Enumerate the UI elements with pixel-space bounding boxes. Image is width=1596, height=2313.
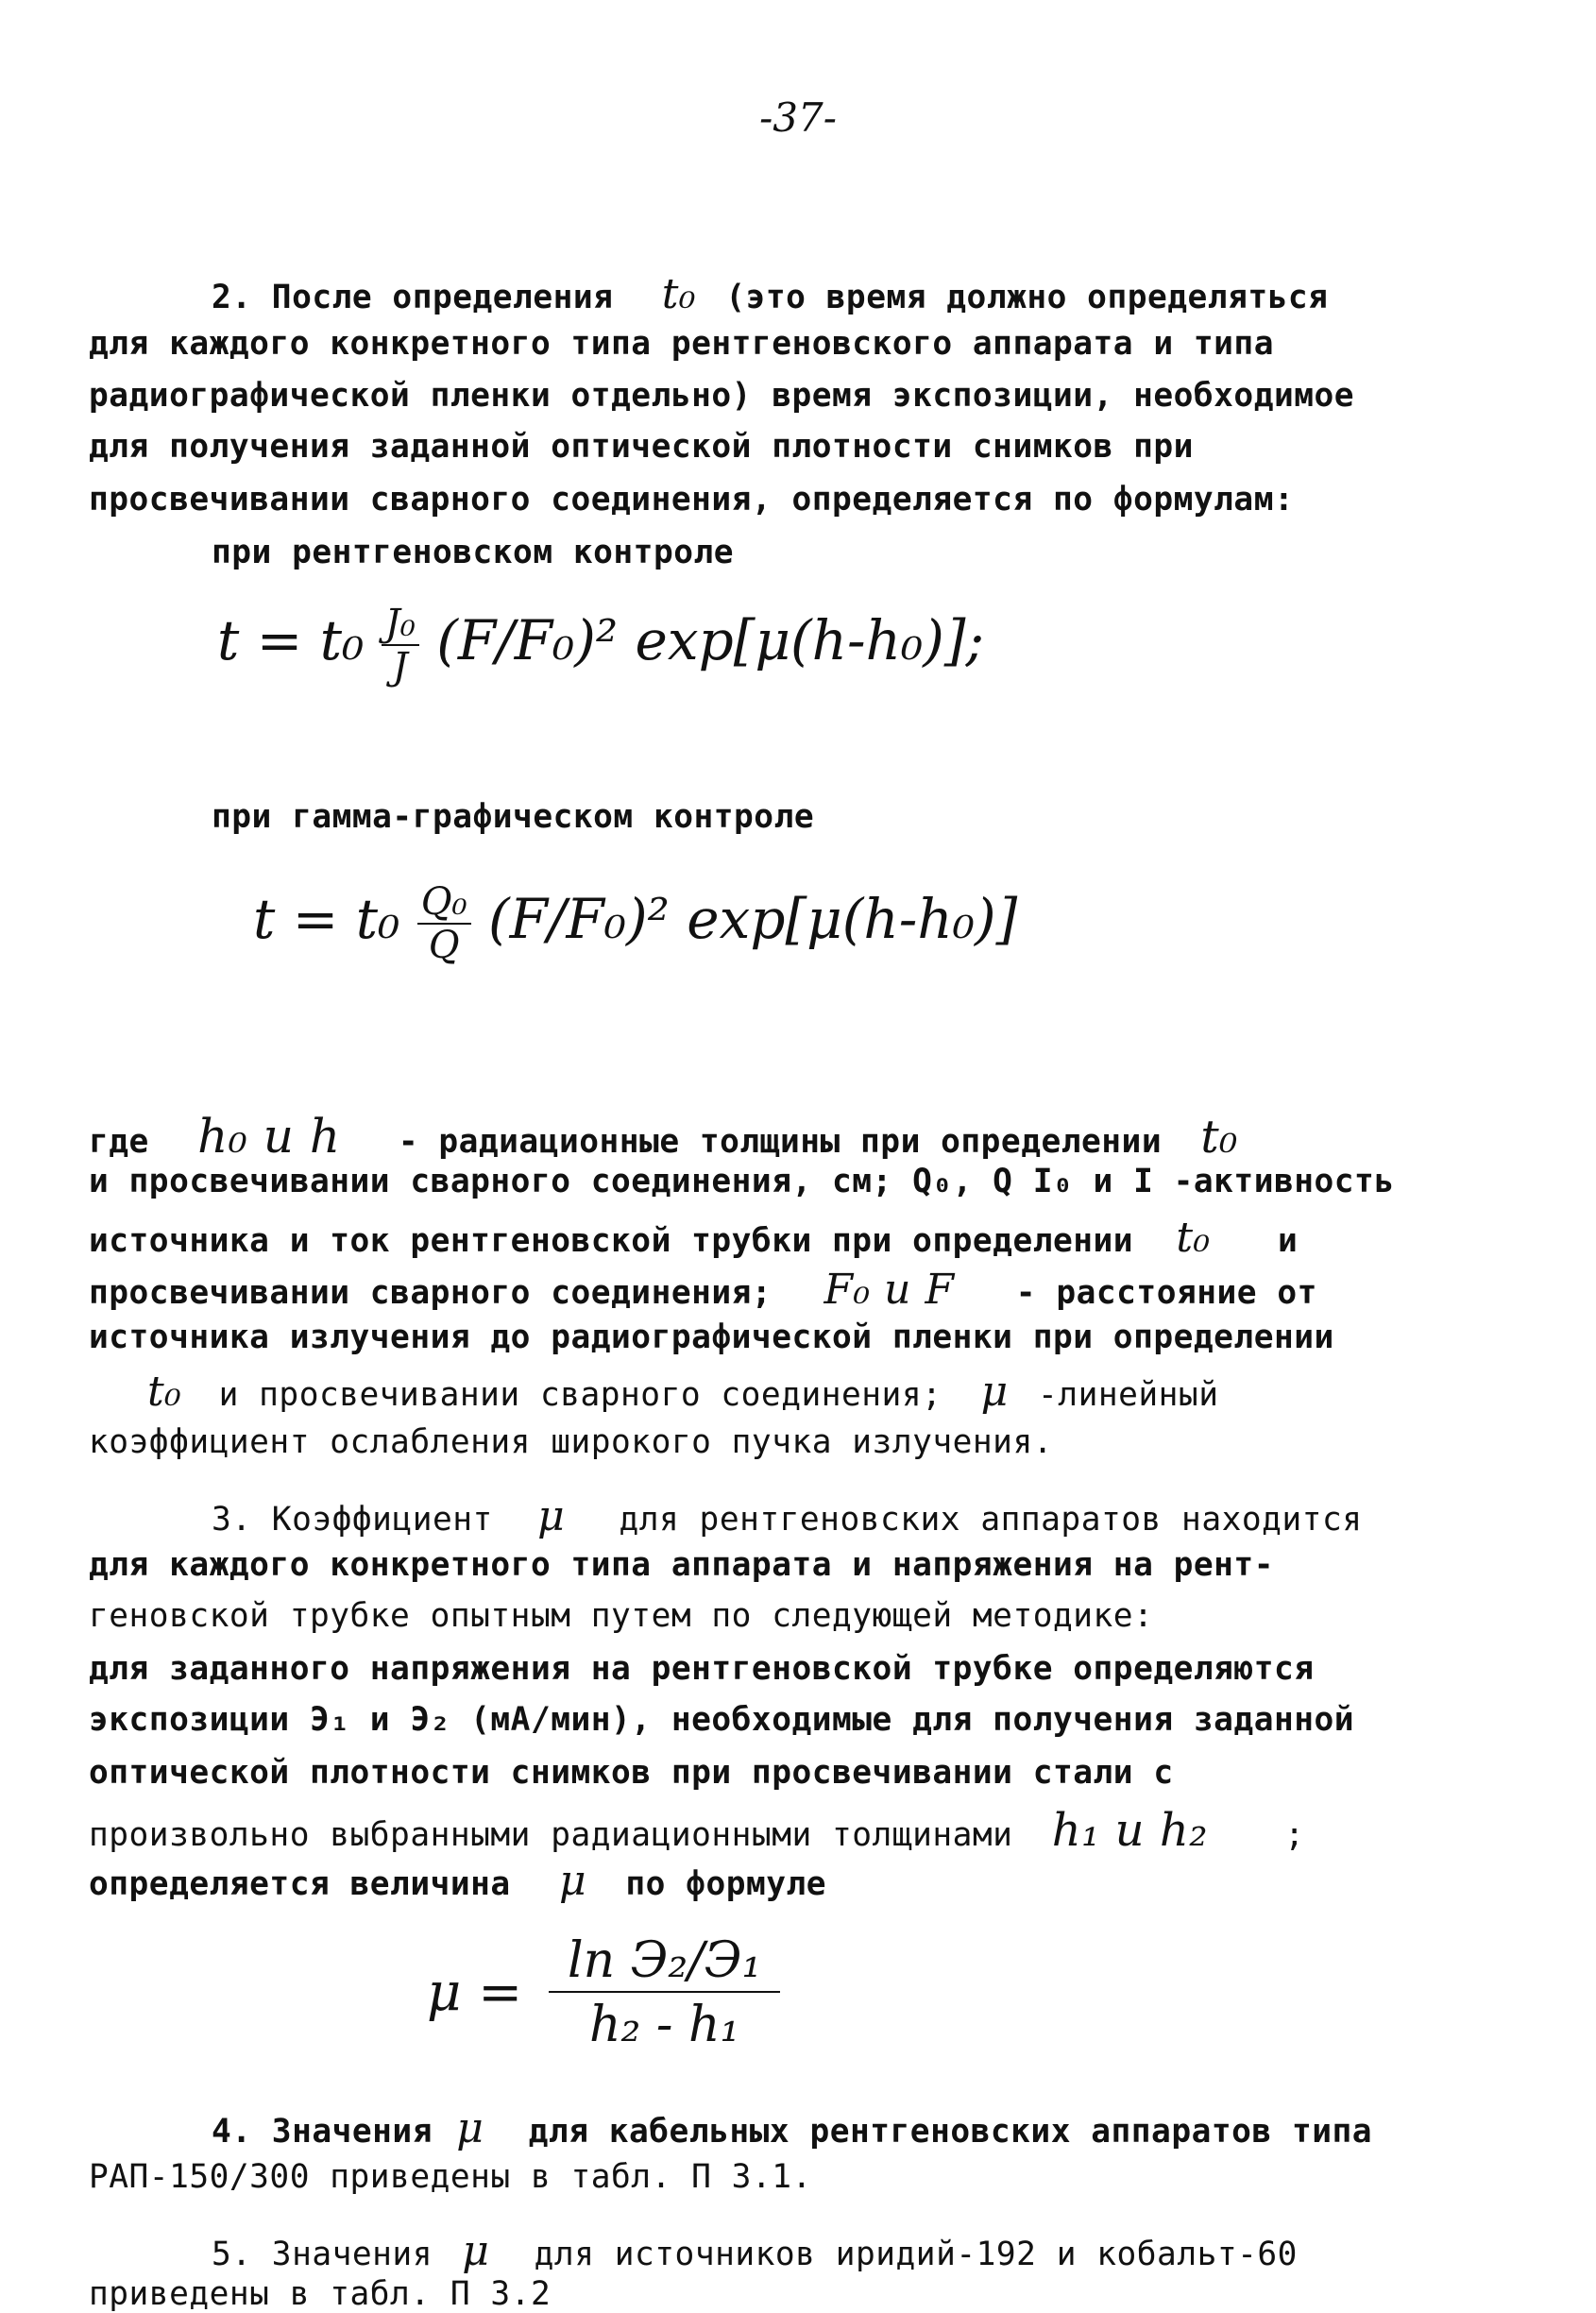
mu-symbol: μ — [456, 2104, 484, 2152]
fraction-denominator: J — [392, 645, 408, 689]
formula-fraction — [549, 1932, 780, 2053]
fraction-denominator: Q — [428, 924, 460, 967]
p4-line-1 — [212, 2104, 1373, 2152]
t0-symbol: t₀ — [1176, 1214, 1211, 1262]
p3-line-1 — [212, 1492, 1363, 1540]
mu-symbol: μ — [980, 1368, 1009, 1416]
t0-symbol: t₀ — [661, 270, 697, 318]
formula-xray — [217, 602, 984, 689]
p3-text: ; — [1284, 1816, 1305, 1854]
fraction-numerator: Q₀ — [417, 883, 471, 925]
p3-text: произвольно выбранными радиационными толщинами — [89, 1816, 1013, 1854]
where-text: и просвечивании сварного соединения; — [218, 1376, 942, 1414]
p3-text: определяется величина — [89, 1865, 511, 1903]
mu-symbol: μ — [537, 1492, 566, 1540]
formula-fraction — [382, 602, 419, 689]
f-symbols: F₀ и F — [823, 1266, 955, 1314]
p2-line-4: для получения заданной оптической плотности снимков при — [89, 428, 1194, 466]
p3-line-7 — [89, 1804, 1305, 1857]
p2-line-3: радиографической пленки отдельно) время экспозиции, необходимое — [89, 377, 1355, 415]
formula-exponent: exp[μ(h-h₀)] — [687, 887, 1018, 952]
where-line-4 — [89, 1266, 1317, 1314]
p5-line-1 — [212, 2227, 1298, 2275]
p3-text: для рентгеновских аппаратов находится — [619, 1501, 1363, 1539]
p4-text: для кабельных рентгеновских аппаратов типа — [528, 2113, 1373, 2151]
p3-line-5: экспозиции Э₁ и Э₂ (мА/мин), необходимые для получения заданной — [89, 1701, 1355, 1739]
gamma-label: при гамма-графическом контроле — [212, 798, 815, 836]
where-line-6 — [147, 1368, 1219, 1416]
p5-line-2: приведены в табл. П 3.2 — [89, 2275, 552, 2313]
p2-line-2: для каждого конкретного типа рентгеновского аппарата и типа — [89, 325, 1274, 363]
formula-mu — [427, 1932, 780, 2053]
p3-line-3: геновской трубке опытным путем по следующей методике: — [89, 1597, 1154, 1635]
mu-symbol: μ — [462, 2227, 490, 2275]
p3-text: по формуле — [625, 1865, 827, 1903]
formula-exponent: exp[μ(h-h₀)]; — [635, 608, 984, 673]
where-text: и — [1277, 1222, 1299, 1260]
t0-symbol: t₀ — [1200, 1111, 1238, 1164]
p2-text: 2. После определения — [212, 279, 614, 316]
t0-symbol: t₀ — [147, 1368, 182, 1416]
formula-ratio: (F/F₀)² — [436, 608, 619, 673]
p3-text: 3. Коэффициент — [212, 1501, 493, 1539]
h-symbols: h₁ и h₂ — [1051, 1804, 1208, 1857]
p5-text: для источников иридий-192 и кобальт-60 — [534, 2236, 1298, 2273]
where-text: - расстояние от — [1015, 1274, 1317, 1312]
fraction-denominator: h₂ - h₁ — [589, 1997, 740, 2053]
where-line-7: коэффициент ослабления широкого пучка излучения. — [89, 1423, 1053, 1461]
where-text: источника и ток рентгеновской трубки при определении — [89, 1222, 1134, 1260]
fraction-numerator: ln Э₂/Э₁ — [549, 1936, 780, 1993]
p3-line-6: оптической плотности снимков при просвечивании стали с — [89, 1754, 1174, 1792]
formula-fraction — [417, 880, 471, 967]
p2-line-6: при рентгеновском контроле — [212, 534, 735, 571]
formula-lhs: μ = — [427, 1962, 523, 2024]
h-symbols: h₀ и h — [197, 1109, 341, 1164]
p4-text: 4. Значения — [212, 2113, 433, 2151]
where-text: - радиационные толщины при определении — [398, 1123, 1163, 1161]
p3-line-4: для заданного напряжения на рентгеновской трубке определяются — [89, 1650, 1315, 1688]
p3-line-8 — [89, 1857, 827, 1905]
where-line-3 — [89, 1214, 1299, 1262]
p3-line-2: для каждого конкретного типа аппарата и напряжения на рент- — [89, 1546, 1274, 1584]
where-text: -линейный — [1038, 1376, 1219, 1414]
formula-gamma — [253, 880, 1018, 967]
page-number: -37- — [759, 94, 837, 141]
where-line-2: и просвечивании сварного соединения, см; Q₀, Q I₀ и I -активность — [89, 1163, 1395, 1200]
formula-lhs: t = t₀ — [253, 887, 400, 952]
fraction-numerator: J₀ — [382, 604, 419, 646]
where-text: где — [89, 1123, 149, 1161]
formula-ratio: (F/F₀)² — [488, 887, 670, 952]
p5-text: 5. Значения — [212, 2236, 433, 2273]
where-line-1 — [89, 1109, 1238, 1164]
formula-lhs: t = t₀ — [217, 608, 365, 673]
p2-line-1 — [212, 270, 1329, 318]
where-line-5: источника излучения до радиографической пленки при определении — [89, 1318, 1334, 1356]
p2-text: (это время должно определяться — [725, 279, 1329, 316]
p2-line-5: просвечивании сварного соединения, определяется по формулам: — [89, 481, 1295, 519]
p4-line-2: РАП-150/300 приведены в табл. П 3.1. — [89, 2158, 812, 2196]
where-text: просвечивании сварного соединения; — [89, 1274, 773, 1312]
mu-symbol: μ — [558, 1857, 587, 1905]
